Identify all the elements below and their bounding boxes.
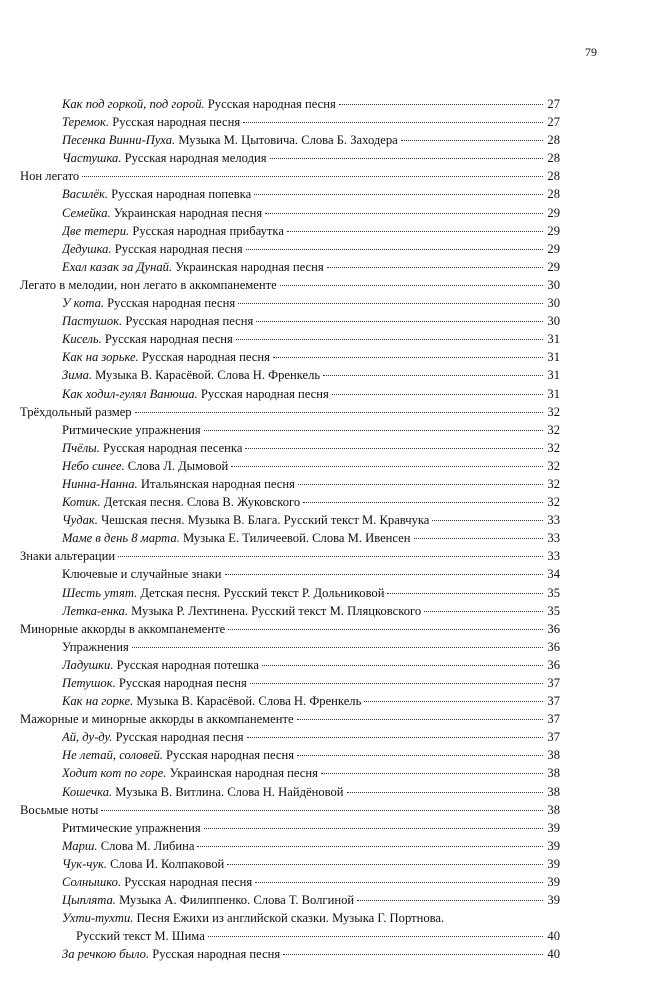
- toc-entry-song-title: Нинна-Нанна.: [62, 476, 138, 491]
- toc-page-number: 39: [547, 820, 560, 835]
- dot-leader: [273, 357, 543, 358]
- dot-leader: [118, 556, 543, 557]
- dot-leader: [297, 719, 543, 720]
- dot-leader: [228, 629, 543, 630]
- toc-entry[interactable]: [20, 656, 560, 674]
- toc-entry-title: [62, 113, 240, 131]
- toc-page-number: 29: [547, 259, 560, 274]
- dot-leader: [246, 249, 543, 250]
- toc-entry-description: Трёхдольный размер: [20, 404, 132, 419]
- toc-page-number: 32: [547, 458, 560, 473]
- toc-entry-song-title: За речкою было.: [62, 947, 150, 962]
- toc-entry-description: Знаки альтерации: [20, 549, 116, 564]
- dot-leader: [347, 792, 543, 793]
- toc-entry-title: [62, 258, 324, 276]
- toc-entry-description: Ритмические упражнения: [62, 820, 201, 835]
- toc-entry-description: Русская народная попевка: [108, 187, 252, 202]
- dot-leader: [227, 864, 543, 865]
- dot-leader: [323, 375, 543, 376]
- dot-leader: [245, 448, 543, 449]
- toc-entry-title: [62, 945, 280, 963]
- toc-entry-description: Русский текст М. Шима: [76, 929, 205, 944]
- toc-page-number: 37: [547, 676, 560, 690]
- toc-page-number: 38: [547, 802, 560, 817]
- toc-entry-description: Упражнения: [62, 639, 129, 654]
- toc-page-number: 36: [547, 621, 560, 636]
- toc-entry-title: [20, 167, 79, 185]
- toc-page-number: 39: [547, 856, 560, 871]
- toc-entry-description: Восьмые ноты: [20, 802, 99, 817]
- dot-leader: [247, 737, 543, 738]
- toc-entry-song-title: Маме в день 8 марта.: [62, 531, 180, 546]
- toc-entry-title: [62, 674, 247, 692]
- toc-entry-title: [62, 457, 228, 475]
- toc-page-number: 28: [547, 187, 560, 202]
- toc-entry-title: [62, 385, 329, 403]
- toc-entry-description: Русская народная песня: [101, 332, 233, 347]
- toc-entry-song-title: Дедушка.: [62, 241, 112, 256]
- toc-entry-description: Музыка Р. Лехтинена. Русский текст М. Пляцковского: [127, 603, 422, 618]
- dot-leader: [364, 701, 543, 702]
- toc-entry[interactable]: [20, 602, 560, 620]
- toc-entry-description: Русская народная прибаутка: [129, 223, 284, 238]
- toc-entry-song-title: Ладушки.: [62, 657, 114, 672]
- toc-entry-description: Легато в мелодии, нон легато в аккомпанементе: [20, 277, 277, 292]
- toc-page-number: 38: [547, 748, 560, 763]
- toc-entry-description: Слова И. Колпаковой: [107, 856, 225, 871]
- toc-entry-description: Мажорные и минорные аккорды в аккомпанементе: [20, 712, 294, 727]
- dot-leader: [204, 430, 543, 431]
- toc-entry-description: Итальянская народная песня: [137, 476, 295, 491]
- toc-entry-description: Русская народная потешка: [113, 657, 259, 672]
- toc-entry[interactable]: [20, 204, 560, 222]
- toc-page-number: 30: [547, 314, 560, 329]
- dot-leader: [101, 810, 543, 811]
- toc-entry-song-title: Как ходил-гулял Ванюша.: [62, 386, 198, 401]
- toc-entry-description: Ключевые и случайные знаки: [62, 567, 222, 582]
- toc-entry[interactable]: [20, 294, 560, 312]
- toc-entry[interactable]: [20, 258, 560, 276]
- toc-page-number: 29: [547, 241, 560, 256]
- toc-page-number: 30: [547, 277, 560, 292]
- toc-entry-description: Русская народная песня: [112, 730, 244, 745]
- toc-page-number: 28: [547, 133, 560, 148]
- toc-entry[interactable]: [20, 909, 560, 927]
- toc-entry-song-title: Чудак.: [62, 513, 98, 528]
- dot-leader: [225, 574, 543, 575]
- dot-leader: [298, 484, 543, 485]
- toc-entry-song-title: Петушок.: [62, 676, 116, 690]
- dot-leader: [432, 520, 543, 521]
- toc-page-number: 28: [547, 151, 560, 166]
- toc-entry-title: [62, 312, 253, 330]
- toc-entry-description: Русская народная песня: [204, 97, 336, 111]
- toc-entry-title: [62, 911, 444, 925]
- toc-entry[interactable]: [20, 240, 560, 258]
- toc-entry[interactable]: [20, 457, 560, 475]
- dot-leader: [283, 954, 543, 955]
- toc-entry[interactable]: [20, 837, 560, 855]
- dot-leader: [135, 412, 543, 413]
- toc-section[interactable]: [20, 620, 560, 638]
- toc-entry[interactable]: [20, 385, 560, 403]
- toc-page-number: 39: [547, 875, 560, 890]
- toc-entry-description: Русская народная песенка: [99, 440, 243, 455]
- toc-entry-title: [62, 439, 242, 457]
- toc-page-number: 39: [547, 838, 560, 853]
- toc-page-number: 37: [547, 694, 560, 709]
- dot-leader: [339, 104, 543, 105]
- toc-entry-title: [62, 837, 194, 855]
- toc-page-number: 29: [547, 205, 560, 220]
- toc-entry-song-title: Чук-чук.: [62, 856, 107, 871]
- toc-page-number: 36: [547, 639, 560, 654]
- toc-entry-song-title: Частушка.: [62, 151, 122, 166]
- toc-section[interactable]: [20, 547, 560, 565]
- toc-entry-description: Музыка М. Цытовича. Слова Б. Заходера: [175, 133, 398, 148]
- dot-leader: [204, 828, 543, 829]
- toc-entry[interactable]: [20, 819, 560, 837]
- toc-page-number: 34: [547, 567, 560, 582]
- toc-entry-description: Русская народная песня: [149, 947, 281, 962]
- toc-entry-song-title: Солнышко.: [62, 875, 122, 890]
- toc-entry-description: Музыка Е. Тиличеевой. Слова М. Ивенсен: [179, 531, 411, 546]
- dot-leader: [270, 158, 543, 159]
- toc-entry[interactable]: [20, 475, 560, 493]
- dot-leader: [197, 846, 543, 847]
- toc-entry[interactable]: [20, 783, 560, 801]
- toc-entry[interactable]: [20, 674, 560, 692]
- toc-entry-description: Ритмические упражнения: [62, 422, 201, 437]
- toc-entry-title: [20, 403, 132, 421]
- toc-entry-description: Музыка А. Филиппенко. Слова Т. Волгиной: [115, 893, 355, 908]
- toc-entry-song-title: Марш.: [62, 838, 98, 853]
- toc-entry[interactable]: [20, 493, 560, 511]
- dot-leader: [327, 267, 543, 268]
- toc-page-number: 40: [547, 947, 560, 962]
- toc-entry-description: Украинская народная песня: [110, 205, 263, 220]
- toc-entry-description: Русская народная песня: [197, 386, 329, 401]
- toc-entry-title: [76, 927, 205, 945]
- toc-entry-song-title: Ехал казак за Дунай.: [62, 259, 173, 274]
- dot-leader: [82, 176, 543, 177]
- toc-page-number: 28: [547, 169, 560, 184]
- toc-entry-title: [62, 602, 421, 620]
- toc-entry-title: [62, 240, 243, 258]
- dot-leader: [265, 213, 543, 214]
- toc-entry-description: Нон легато: [20, 169, 80, 184]
- toc-entry-song-title: Кисель.: [62, 332, 102, 347]
- dot-leader: [254, 194, 543, 195]
- toc-entry-title: [20, 801, 98, 819]
- toc-entry-song-title: Не летай, соловей.: [62, 748, 163, 763]
- toc-entry-song-title: Теремок.: [62, 115, 110, 130]
- toc-entry[interactable]: [20, 511, 560, 529]
- toc-entry-description: Минорные аккорды в аккомпанементе: [20, 621, 226, 636]
- dot-leader: [255, 882, 543, 883]
- toc-entry-title: [62, 294, 235, 312]
- toc-entry[interactable]: [20, 330, 560, 348]
- toc-page-number: 32: [547, 476, 560, 491]
- toc-entry-title: [62, 131, 398, 149]
- toc-entry-title: [20, 710, 294, 728]
- dot-leader: [243, 122, 543, 123]
- toc-entry-description: Музыка В. Карасёвой. Слова Н. Френкель: [92, 368, 321, 383]
- dot-leader: [236, 339, 543, 340]
- toc-entry-song-title: Ухти-тухти.: [62, 911, 134, 926]
- toc-page-number: 32: [547, 422, 560, 437]
- toc-entry-title: [62, 656, 259, 674]
- toc-entry-title: [62, 764, 318, 782]
- toc-entry[interactable]: [20, 728, 560, 746]
- toc-section[interactable]: [20, 276, 560, 294]
- toc-entry-title: [62, 638, 129, 656]
- toc-page-number: 29: [547, 223, 560, 238]
- dot-leader: [303, 502, 543, 503]
- toc-entry-title: [62, 204, 262, 222]
- toc-entry-title: [62, 584, 384, 602]
- toc-entry-description: Русская народная песня: [121, 875, 253, 890]
- toc-page-number: 35: [547, 585, 560, 600]
- toc-page-number: 37: [547, 712, 560, 727]
- toc-entry-title: [62, 185, 251, 203]
- toc-entry-song-title: Ай, ду-ду.: [62, 730, 113, 745]
- toc-entry-song-title: Песенка Винни-Пуха.: [62, 133, 176, 148]
- toc-entry-title: [62, 692, 361, 710]
- toc-page-number: 33: [547, 531, 560, 546]
- toc-entry-song-title: Зима.: [62, 368, 93, 383]
- toc-entry[interactable]: [20, 565, 560, 583]
- toc-entry-song-title: Василёк.: [62, 187, 108, 202]
- toc-entry[interactable]: [20, 945, 560, 963]
- toc-entry-title: [62, 783, 344, 801]
- toc-entry-title: [62, 891, 354, 909]
- toc-entry-description: Слова М. Либина: [97, 838, 195, 853]
- toc-entry-description: Русская народная песня: [162, 748, 294, 763]
- toc-entry-title: [20, 547, 115, 565]
- toc-entry[interactable]: [20, 855, 560, 873]
- toc-entry[interactable]: [20, 131, 560, 149]
- toc-page-number: 32: [547, 440, 560, 455]
- dot-leader: [132, 647, 543, 648]
- toc-section[interactable]: [20, 710, 560, 728]
- toc-entry[interactable]: [20, 222, 560, 240]
- toc-entry-description: Музыка В. Карасёвой. Слова Н. Френкель: [133, 694, 362, 709]
- toc-entry-description: Русская народная мелодия: [121, 151, 267, 166]
- toc-entry-description: Русская народная песня: [109, 115, 241, 130]
- dot-leader: [297, 755, 543, 756]
- toc-section[interactable]: [20, 801, 560, 819]
- toc-entry[interactable]: [20, 764, 560, 782]
- toc-entry-song-title: Кошечка.: [62, 784, 113, 799]
- dot-leader: [262, 665, 543, 666]
- toc-entry[interactable]: [20, 746, 560, 764]
- toc-entry-title: [20, 620, 225, 638]
- toc-entry[interactable]: [20, 95, 560, 113]
- toc-entry-description: Детская песня. Слова В. Жуковского: [100, 495, 301, 510]
- toc-entry[interactable]: [20, 113, 560, 131]
- toc-page-number: 31: [547, 332, 560, 347]
- toc-entry[interactable]: [20, 584, 560, 602]
- toc-entry-title: [62, 366, 320, 384]
- toc-entry-description: Русская народная песня: [138, 350, 270, 365]
- toc-entry[interactable]: [20, 185, 560, 203]
- toc-entry-title: [62, 529, 411, 547]
- toc-entry-description: Музыка В. Витлина. Слова Н. Найдёновой: [112, 784, 344, 799]
- toc-entry-title: [62, 348, 270, 366]
- toc-page-number: 39: [547, 893, 560, 908]
- toc-section[interactable]: [20, 403, 560, 421]
- table-of-contents: [20, 95, 560, 964]
- toc-entry-song-title: Две тетери.: [62, 223, 130, 238]
- toc-entry-song-title: Семейка.: [62, 205, 111, 220]
- toc-entry-description: Чешская песня. Музыка В. Блага. Русский текст М. Кравчука: [97, 513, 430, 528]
- toc-page-number: 31: [547, 368, 560, 383]
- toc-entry-title: [62, 95, 336, 113]
- dot-leader: [387, 593, 543, 594]
- toc-entry[interactable]: [20, 312, 560, 330]
- toc-entry-title: [62, 511, 429, 529]
- toc-page-number: 33: [547, 513, 560, 528]
- toc-entry-description: Украинская народная песня: [172, 259, 324, 274]
- page-number: 79: [585, 45, 597, 59]
- toc-entry-description: Русская народная песня: [104, 296, 236, 311]
- toc-page-number: 31: [547, 350, 560, 365]
- toc-page-number: 27: [547, 97, 560, 111]
- toc-entry-title: [62, 565, 222, 583]
- dot-leader: [280, 285, 543, 286]
- toc-entry-description: Русская народная песня: [111, 241, 243, 256]
- toc-page-number: 38: [547, 784, 560, 799]
- toc-entry-title: [62, 728, 244, 746]
- toc-entry-description: Детская песня. Русский текст Р. Дольниковой: [137, 585, 385, 600]
- toc-entry-song-title: Пчёлы.: [62, 440, 100, 455]
- toc-entry[interactable]: [20, 149, 560, 167]
- toc-entry-song-title: Как на зорьке.: [62, 350, 139, 365]
- toc-page-number: 37: [547, 730, 560, 745]
- toc-entry-song-title: Летка-енка.: [62, 603, 128, 618]
- dot-leader: [287, 231, 543, 232]
- toc-page-number: 35: [547, 603, 560, 618]
- toc-entry[interactable]: [20, 348, 560, 366]
- dot-leader: [256, 321, 543, 322]
- toc-entry[interactable]: [20, 366, 560, 384]
- dot-leader: [332, 394, 543, 395]
- toc-entry[interactable]: [20, 891, 560, 909]
- toc-entry-description: Русская народная песня: [122, 314, 254, 329]
- toc-page-number: 27: [547, 115, 560, 130]
- toc-entry-title: [62, 493, 300, 511]
- toc-entry[interactable]: [20, 439, 560, 457]
- toc-entry[interactable]: [20, 421, 560, 439]
- toc-entry-title: [20, 276, 277, 294]
- toc-entry-title: [62, 330, 233, 348]
- toc-page-number: 36: [547, 657, 560, 672]
- toc-entry-title: [62, 421, 201, 439]
- dot-leader: [414, 538, 544, 539]
- toc-page-number: 32: [547, 404, 560, 419]
- toc-entry-title: [62, 222, 284, 240]
- toc-entry-description: Украинская народная песня: [166, 766, 318, 781]
- dot-leader: [401, 140, 543, 141]
- dot-leader: [250, 683, 543, 684]
- toc-entry-description: Слова Л. Дымовой: [124, 458, 229, 473]
- dot-leader: [231, 466, 543, 467]
- dot-leader: [321, 773, 543, 774]
- toc-entry-song-title: Как под горкой, под горой.: [62, 97, 205, 111]
- dot-leader: [238, 303, 543, 304]
- toc-entry-title: [62, 855, 224, 873]
- toc-entry[interactable]: [20, 638, 560, 656]
- toc-entry-song-title: Шесть утят.: [62, 585, 138, 600]
- toc-entry-title: [62, 746, 294, 764]
- toc-page-number: 32: [547, 495, 560, 510]
- toc-page-number: 33: [547, 549, 560, 564]
- toc-entry-title: [62, 819, 201, 837]
- toc-entry-song-title: Ходит кот по горе.: [62, 766, 167, 781]
- toc-page-number: 40: [547, 929, 560, 944]
- toc-entry[interactable]: [20, 927, 560, 945]
- toc-entry-title: [62, 475, 295, 493]
- toc-entry-description: Русская народная песня: [115, 676, 247, 690]
- toc-entry-song-title: Котик.: [62, 495, 101, 510]
- dot-leader: [208, 936, 543, 937]
- dot-leader: [357, 900, 543, 901]
- toc-entry-song-title: У кота.: [62, 296, 105, 311]
- toc-entry-title: [62, 873, 252, 891]
- toc-entry-song-title: Цыплята.: [62, 893, 116, 908]
- toc-page-number: 31: [547, 386, 560, 401]
- toc-page-number: 38: [547, 766, 560, 781]
- toc-entry-description: Песня Ежихи из английской сказки. Музыка Г. Портнова.: [133, 911, 445, 926]
- toc-section[interactable]: [20, 167, 560, 185]
- toc-entry-title: [62, 149, 267, 167]
- toc-entry-song-title: Пастушок.: [62, 314, 123, 329]
- toc-page-number: 30: [547, 296, 560, 311]
- toc-entry[interactable]: [20, 873, 560, 891]
- dot-leader: [424, 611, 543, 612]
- toc-entry[interactable]: [20, 692, 560, 710]
- toc-entry-song-title: Как на горке.: [62, 694, 134, 709]
- toc-entry-song-title: Небо синее.: [62, 458, 125, 473]
- toc-entry[interactable]: [20, 529, 560, 547]
